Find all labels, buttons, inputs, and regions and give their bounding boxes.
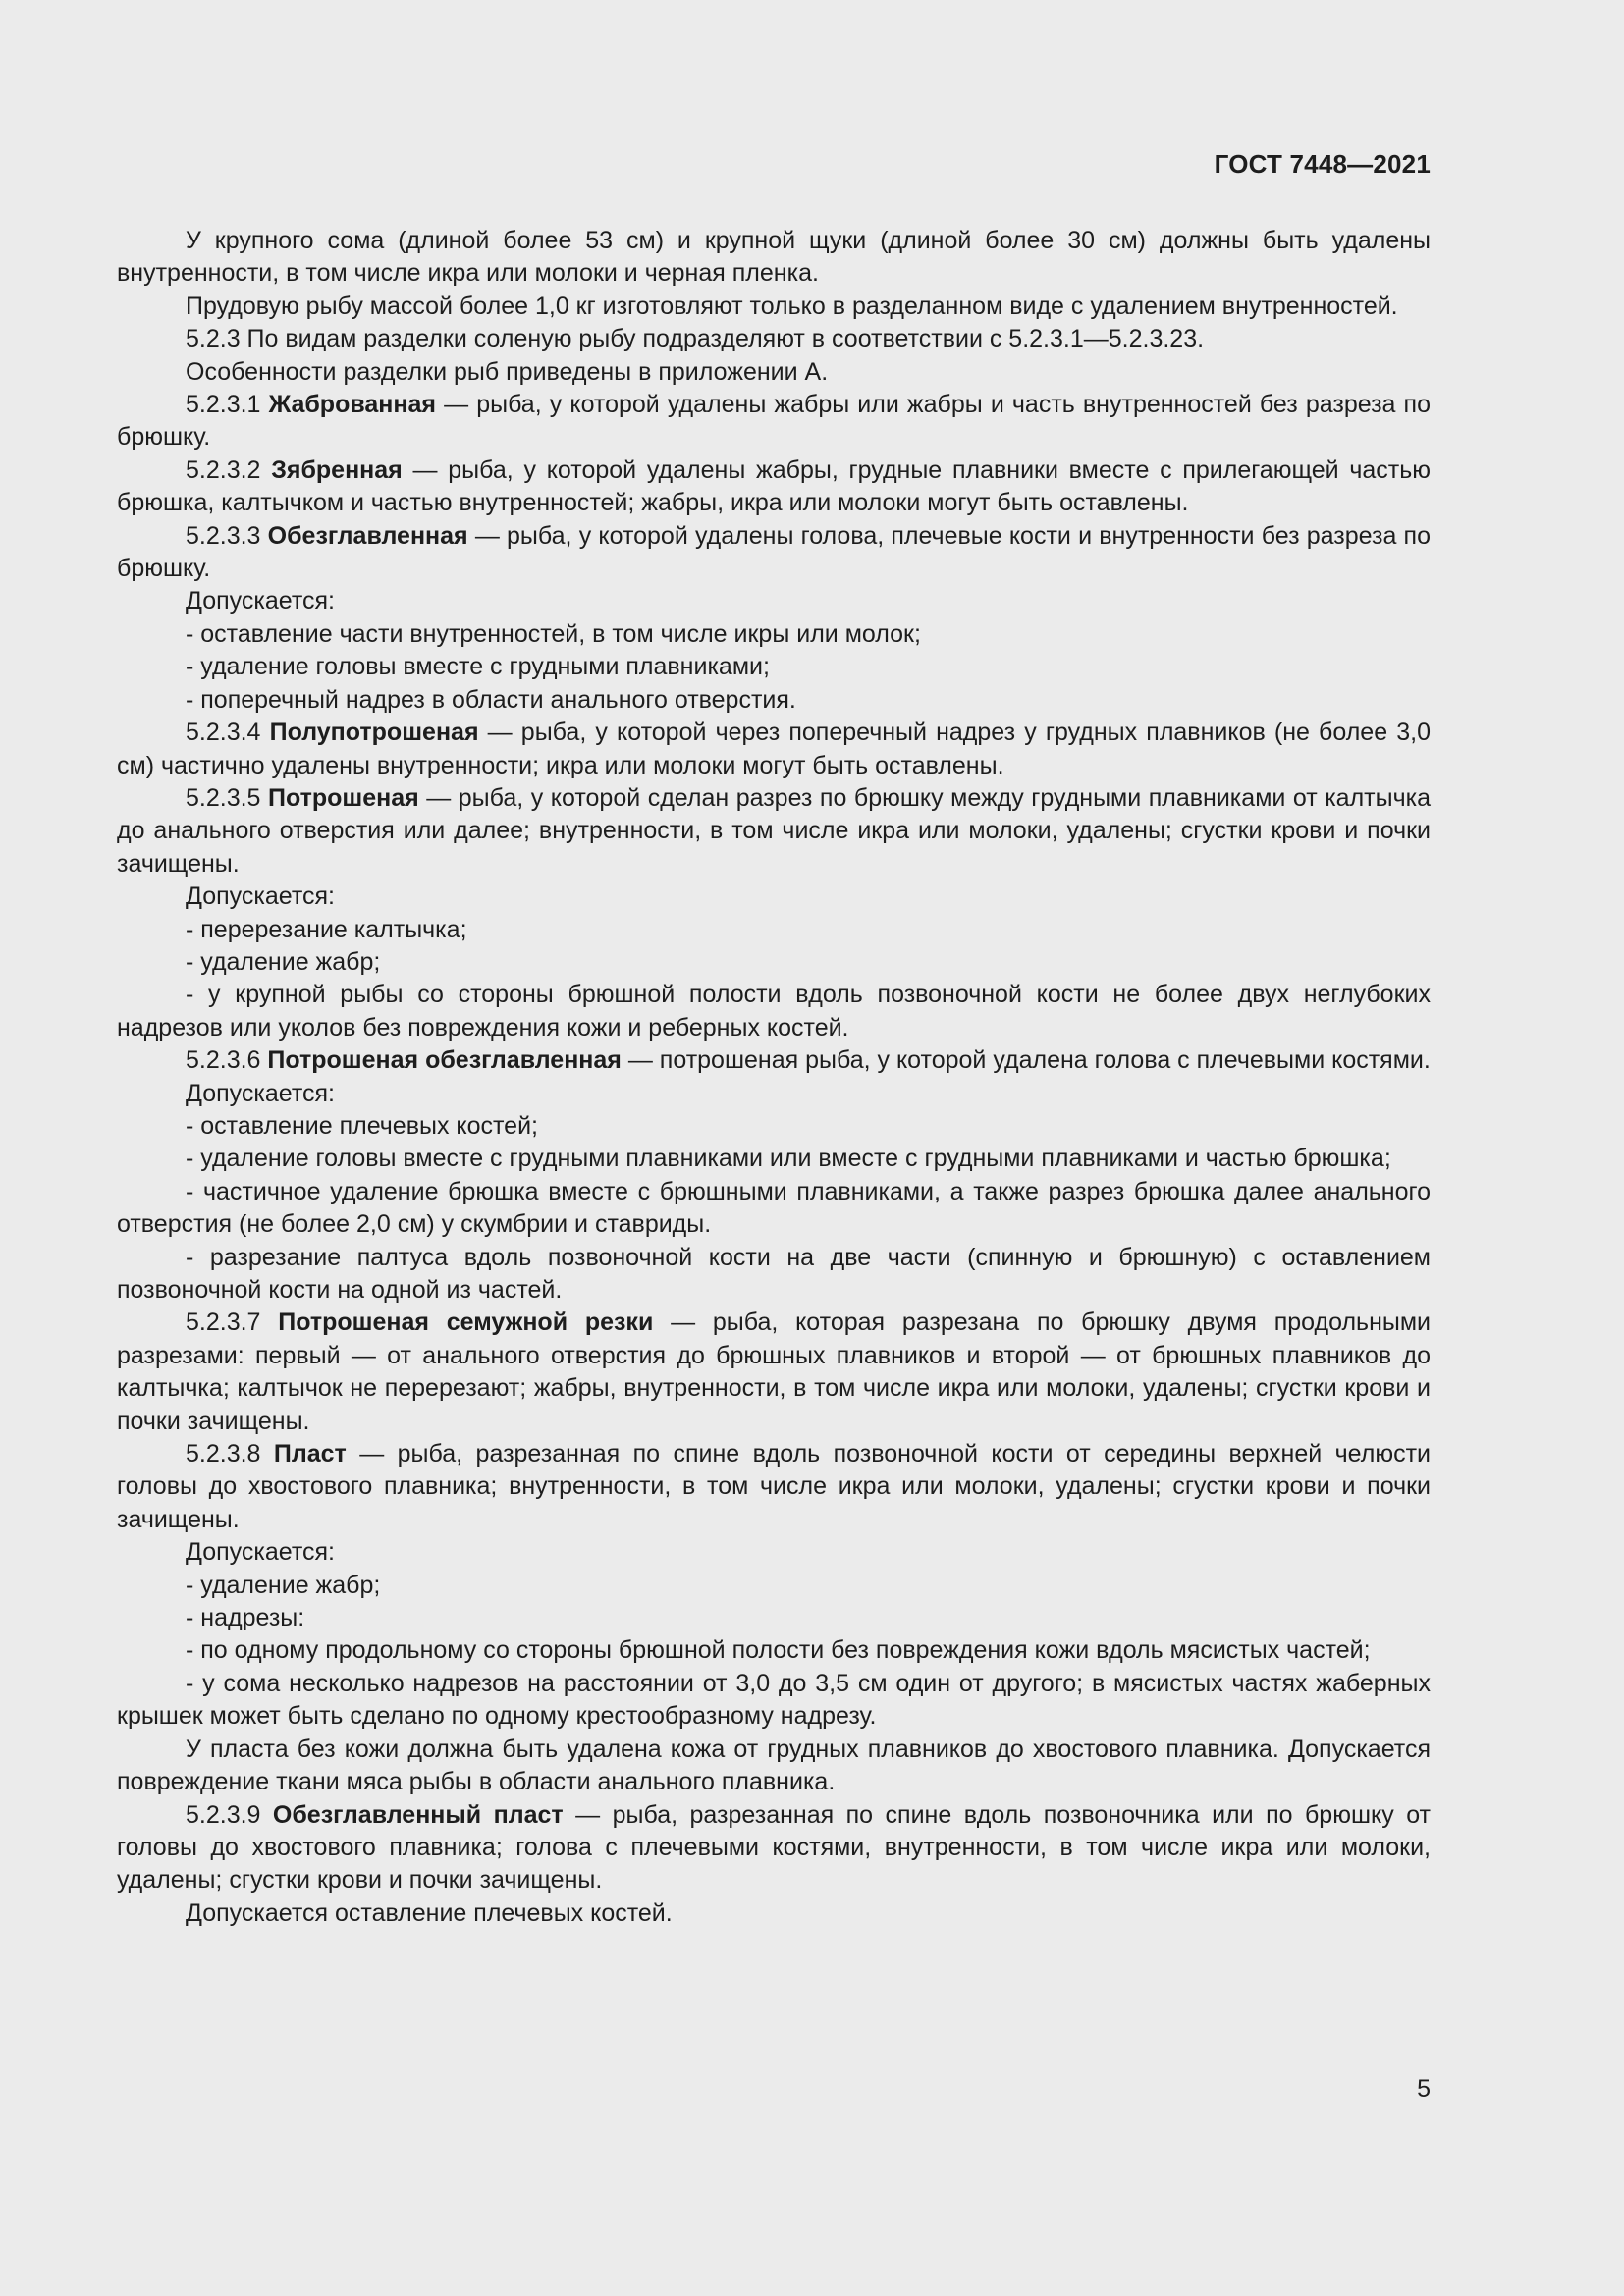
clause-number: 5.2.3.1	[186, 391, 269, 419]
clause-paragraph	[117, 1307, 1431, 1438]
clause-number: 5.2.3.7	[186, 1308, 279, 1337]
paragraph-text: Особенности разделки рыб приведены в приложении А.	[186, 357, 829, 386]
clause-number: 5.2.3.8	[186, 1440, 274, 1468]
clause-paragraph	[117, 520, 1431, 586]
paragraph-text: - поперечный надрез в области анального отверстия.	[186, 685, 796, 714]
text-paragraph	[117, 684, 1431, 717]
term: Потрошеная	[267, 783, 419, 812]
paragraph-text: - оставление части внутренностей, в том числе икры или молок;	[186, 619, 921, 648]
term: Пласт	[273, 1440, 347, 1468]
paragraph-text: - разрезание палтуса вдоль позвоночной кости на две части (спинную и брюшную) с оставлением позвоночной кости на одной из частей.	[117, 1243, 1431, 1304]
paragraph-text: — потрошеная рыба, у которой удалена голова с плечевыми костями.	[621, 1046, 1431, 1075]
text-paragraph	[117, 356, 1431, 389]
text-paragraph	[117, 979, 1431, 1044]
paragraph-text: - по одному продольному со стороны брюшной полости без повреждения кожи вдоль мясистых частей;	[186, 1636, 1371, 1665]
term: Обезглавленная	[267, 521, 468, 550]
paragraph-text: Допускается:	[186, 587, 335, 615]
clause-number: 5.2.3.3	[186, 521, 268, 550]
text-paragraph	[117, 291, 1431, 323]
clause-number: 5.2.3.4	[186, 719, 270, 747]
paragraph-text: Допускается:	[186, 1538, 335, 1567]
text-paragraph	[117, 1734, 1431, 1799]
text-paragraph	[117, 1634, 1431, 1667]
page-number: 5	[1417, 2075, 1431, 2103]
clause-number: 5.2.3.6	[186, 1046, 268, 1075]
paragraph-text: У пласта без кожи должна быть удалена кожа от грудных плавников до хвостового плавника. Допускается повреждение ткани мяса рыбы в области анального плавника.	[117, 1735, 1431, 1796]
text-paragraph	[117, 618, 1431, 651]
clause-paragraph	[117, 454, 1431, 520]
paragraph-text: - у сома несколько надрезов на расстоянии от 3,0 до 3,5 см один от другого; в мясистых частях жаберных крышек может быть сделано по одному крестообразному надрезу.	[117, 1669, 1431, 1731]
paragraph-text: — рыба, разрезанная по спине вдоль позвоночника или по брюшку от головы до хвостового плавника; голова с плечевыми костями, внутренности, в том числе икра или молоки, удалены; сгустки крови и почки зачищены.	[117, 1800, 1431, 1895]
text-paragraph	[117, 914, 1431, 946]
paragraph-text: - частичное удаление брюшка вместе с брюшными плавниками, а также разрез брюшка далее анального отверстия (не более 2,0 см) у скумбрии и ставриды.	[117, 1177, 1431, 1239]
text-paragraph	[117, 225, 1431, 291]
paragraph-text: — рыба, разрезанная по спине вдоль позвоночной кости от середины верхней челюсти головы до хвостового плавника; внутренности, в том числе икра или молоки, удалены; сгустки крови и почки зачищены.	[117, 1440, 1432, 1533]
paragraph-text: - удаление жабр;	[186, 947, 381, 976]
text-paragraph	[117, 1570, 1431, 1602]
paragraph-text: — рыба, у которой через поперечный надрез у грудных плавников (не более 3,0 см) частично удалены внутренности; икра или молоки могут быть оставлены.	[117, 719, 1432, 779]
clause-paragraph	[117, 782, 1431, 881]
paragraph-text: — рыба, у которой удалены голова, плечевые кости и внутренности без разреза по брюшку.	[117, 521, 1432, 583]
text-paragraph	[117, 1143, 1431, 1175]
document-code-header: ГОСТ 7448—2021	[1214, 149, 1431, 179]
text-paragraph	[117, 323, 1431, 355]
clause-paragraph	[117, 717, 1431, 782]
paragraph-text: - у крупной рыбы со стороны брюшной полости вдоль позвоночной кости не более двух неглубоких надрезов или уколов без повреждения кожи и реберных костей.	[117, 981, 1431, 1041]
term: Жаброванная	[268, 391, 436, 419]
text-paragraph	[117, 881, 1431, 913]
text-paragraph	[117, 585, 1431, 617]
paragraph-text: Допускается:	[186, 882, 335, 911]
paragraph-text: - удаление жабр;	[186, 1571, 381, 1599]
paragraph-text: 5.2.3 По видам разделки соленую рыбу подразделяют в соответствии с 5.2.3.1—5.2.3.23.	[186, 325, 1205, 353]
clause-paragraph	[117, 1799, 1431, 1897]
term: Зябренная	[271, 455, 403, 484]
paragraph-text: Допускается оставление плечевых костей.	[186, 1898, 673, 1927]
text-paragraph	[117, 1176, 1431, 1242]
term: Обезглавленный пласт	[272, 1800, 564, 1829]
paragraph-text: - перерезание калтычка;	[186, 915, 467, 943]
text-paragraph	[117, 1668, 1431, 1734]
clause-number: 5.2.3.5	[186, 783, 268, 812]
text-paragraph	[117, 1536, 1431, 1569]
paragraph-text: - удаление головы вместе с грудными плавниками или вместе с грудными плавниками и частью брюшка;	[186, 1145, 1391, 1173]
paragraph-text: — рыба, у которой удалены жабры или жабры и часть внутренностей без разреза по брюшку.	[117, 391, 1432, 452]
paragraph-text: У крупного сома (длиной более 53 см) и крупной щуки (длиной более 30 см) должны быть удалены внутренности, в том числе икра или молоки и черная пленка.	[117, 227, 1431, 288]
text-paragraph	[117, 651, 1431, 683]
text-paragraph	[117, 1602, 1431, 1634]
text-paragraph	[117, 1897, 1431, 1930]
clause-number: 5.2.3.9	[186, 1800, 273, 1829]
text-paragraph	[117, 1110, 1431, 1143]
clause-paragraph	[117, 389, 1431, 454]
paragraph-text: - оставление плечевых костей;	[186, 1111, 538, 1140]
text-paragraph	[117, 1242, 1431, 1308]
term: Полупотрошеная	[269, 719, 479, 747]
term: Потрошеная обезглавленная	[267, 1046, 622, 1075]
document-body	[117, 225, 1431, 1930]
paragraph-text: — рыба, у которой удалены жабры, грудные плавники вместе с прилегающей частью брюшка, калтычком и частью внутренностей; жабры, икра или молоки могут быть оставлены.	[117, 455, 1431, 517]
paragraph-text: Допускается:	[186, 1079, 335, 1107]
clause-paragraph	[117, 1438, 1431, 1536]
paragraph-text: — рыба, у которой сделан разрез по брюшку между грудными плавниками от калтычка до анального отверстия или далее; внутренности, в том числе икра или молоки, удалены; сгустки крови и почки зачищены.	[117, 783, 1432, 878]
paragraph-text: - удаление головы вместе с грудными плавниками;	[186, 653, 770, 681]
paragraph-text: — рыба, которая разрезана по брюшку двумя продольными разрезами: первый — от анального отверстия до брюшных плавников и второй — от брюшных плавников до калтычка; калтычок не перерезают; жабры, внутренности, в том числе икра или молоки, удалены; сгустки крови и почки зачищены.	[117, 1308, 1431, 1435]
paragraph-text: - надрезы:	[186, 1604, 305, 1632]
clause-number: 5.2.3.2	[186, 455, 272, 484]
text-paragraph	[117, 946, 1431, 979]
text-paragraph	[117, 1078, 1431, 1110]
clause-paragraph	[117, 1044, 1431, 1077]
paragraph-text: Прудовую рыбу массой более 1,0 кг изготовляют только в разделанном виде с удалением внутренностей.	[186, 292, 1398, 320]
term: Потрошеная семужной резки	[278, 1308, 654, 1337]
